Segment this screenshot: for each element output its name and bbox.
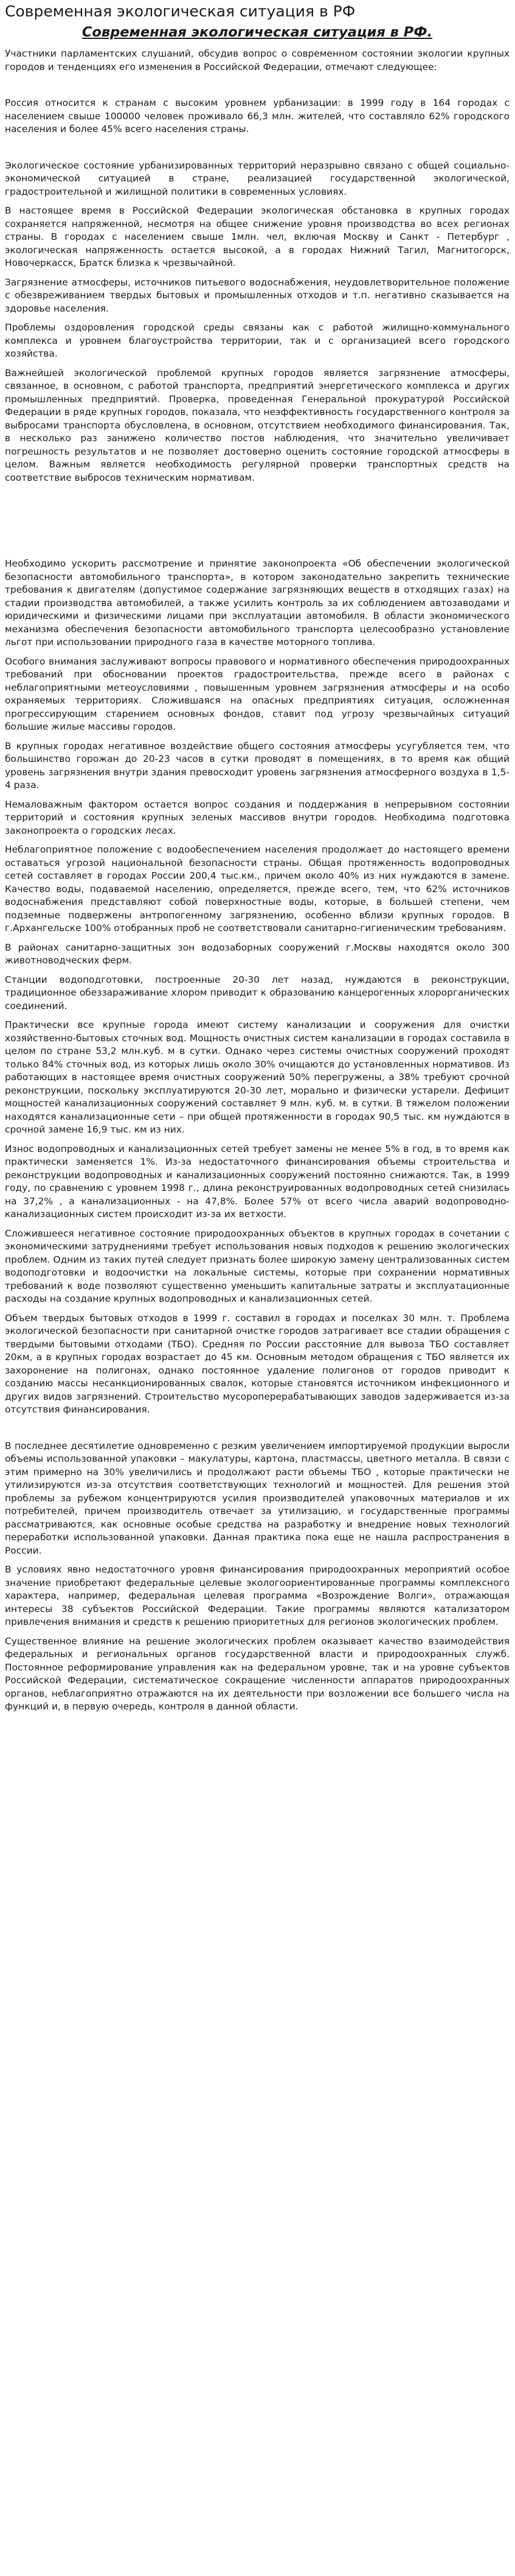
paragraph-green-areas: Немаловажным фактором остается вопрос создания и поддержания в непрерывном состоянии территорий и состояния крупных зеленых массивов внутри городов. Необходима подготовка законопроекта о городских лесах. bbox=[5, 798, 510, 836]
paragraph-urbanization: Россия относится к странам с высоким уровнем урбанизации: в 1999 году в 164 городах с населением свыше 100000 человек проживало 66,3 млн. жителей, что составляло 62% городского населения и более 45% всего населения страны. bbox=[5, 97, 510, 134]
paragraph-new-approaches: Сложившееся негативное состояние природоохранных объектов в крупных городах в сочетании с экономическими затруднениями требует использования новых подходов к решению экологических проблем. Одним из таких путей следует признать более широкую замену централизованных систем водоподготовки и водоочистки на локальные системы, которые при сохранении нормативных требований к воде позволяют существенно уменьшить капитальные затраты и эксплуатационные расходы на создание крупных водопроводных и канализационных сетей. bbox=[5, 1227, 510, 1304]
paragraph-ecology-state: Экологическое состояние урбанизированных территорий неразрывно связано с общей социально-экономической ситуацией в стране, реализацией государственной экологической, градостроительной и жилищной политики в современных условиях. bbox=[5, 159, 510, 197]
paragraph-intro: Участники парламентских слушаний, обсудив вопрос о современном состоянии экологии крупных городов и тенденциях его изменения в Российской Федерации, отмечают следующее: bbox=[5, 48, 510, 72]
paragraph-network-wear: Износ водопроводных и канализационных сетей требует замены не менее 5% в год, в то время как практически заменяется 1%. Из-за недостаточного финансирования объемы строительства и реконструкции водопроводных и канализационных сооружений постоянно снижаются. Так, в 1999 году, по сравнению с уровнем 1998 г., длина реконструированных водопроводных сетей снизилась на 37,2% , а канализационных - на 47,8%. Более 57% от всего числа аварий водопроводно-канализационных систем происходит из-за их ветхости. bbox=[5, 1143, 510, 1220]
paragraph-indoor-air: В крупных городах негативное воздействие общего состояния атмосферы усугубляется тем, что большинство горожан до 20-23 часов в сутки проводят в помещениях, в то время как общий уровень загрязнения внутри здания превосходит уровень загрязнения атмосферного воздуха в 1,5-4 раза. bbox=[5, 740, 510, 791]
paragraph-treatment-stations: Станции водоподготовки, построенные 20-30 лет назад, нуждаются в реконструкции, традиционное обеззараживание хлором приводит к образованию канцерогенных хлорорганических соединений. bbox=[5, 974, 510, 1011]
paragraph-city-environment: Проблемы оздоровления городской среды связаны как с работой жилищно-коммунального комплекса и уровнем благоустройства территории, так и с организацией всего городского хозяйства. bbox=[5, 322, 510, 359]
paragraph-air-pollution: Важнейшей экологической проблемой крупных городов является загрязнение атмосферы, связанное, в основном, с работой транспорта, предприятий энергетического комплекса и других промышленных предприятий. Проверка, проведенная Генеральной прокуратурой Российской Федерации в ряде крупных городов, показала, что неэффективность государственного контроля за выбросами транспорта обусловлена, в основном, отсутствием необходимого финансирования. Так, в несколько раз занижено количество постов наблюдения, что значительно увеличивает погрешность результатов и не позволяет достоверно оценить состояние городской атмосферы в целом. Важным является необходимость регулярной проверки транспортных средств на соответствие выбросов техническим нормативам. bbox=[5, 367, 510, 483]
paragraph-federal-programs: В условиях явно недостаточного уровня финансирования природоохранных мероприятий особое значение приобретают федеральные целевые экологоориентированные программы комплексного характера, например, федеральная целевая программа «Возрождение Волги», отражающая интересы 38 субъектов Российской Федерации. Такие программы являются катализатором привлечения внимания и средств к решению приоритетных для регионов экологических проблем. bbox=[5, 1564, 510, 1627]
paragraph-governance: Существенное влияние на решение экологических проблем оказывает качество взаимодействия федеральных и региональных органов государственной власти и природоохранных служб. Постоянное реформирование управления как на федеральном уровне, так и на уровне субъектов Российской Федерации, систематическое сокращение численности аппаратов природоохранных органов, неблагоприятно отражаются на их деятельности при возложении все большего числа на функций и, в первую очередь, контроля в данной области. bbox=[5, 1635, 510, 1712]
document-heading: Современная экологическая ситуация в РФ. bbox=[81, 24, 433, 40]
paragraph-solid-waste: Объем твердых бытовых отходов в 1999 г. составил в городах и поселках 30 млн. т. Проблема экологической безопасности при санитарной очистке городов затрагивает все стадии обращения с твердыми бытовыми отходами (ТБО). Средняя по России расстояние для вывоза ТБО составляет 20км, а в крупных городах возрастает до 45 км. Основным методом обращения с ТБО является их захоронение на полигонах, однако постоянное удаление полигонов от городов приводит к созданию массы несанкционированных свалок, которые становятся источником инфекционного и других видов загрязнений. Строительство мусороперерабатывающих заводов задерживается из-за отсутствия финансирования. bbox=[5, 1312, 510, 1415]
paragraph-water-supply: Неблагоприятное положение с водообеспечением населения продолжает до настоящего времени оставаться угрозой национальной безопасности страны. Общая протяженность водопроводных сетей составляет в городах России 200,4 тыс.км., причем около 40% из них нуждаются в замене. Качество воды, подаваемой населению, определяется, прежде всего, тем, что 62% источников водоснабжения представляют собой поверхностные воды, которые, в большей степени, чем подземные подвержены антропогенному загрязнению, особенно вблизи крупных городов. В г.Архангельске 100% отобранных проб не соответствовали санитарно-гигиеническим требованиям. bbox=[5, 844, 510, 934]
paragraph-vehicle-law: Необходимо ускорить рассмотрение и принятие законопроекта «Об обеспечении экологической безопасности автомобильного транспорта», в котором законодательно закрепить технические требования к двигателям (допустимое содержание загрязняющих веществ в отходящих газах) на стадии производства автомобилей, а также усилить контроль за их соблюдением автозаводами и юридическими и физическими лицами при эксплуатации автомобиля. В области экономического механизма обеспечения безопасности автомобильного транспорта целесообразно установление льгот при использовании природного газа в качестве моторного топлива. bbox=[5, 558, 510, 647]
paragraph-regulations: Особого внимания заслуживают вопросы правового и нормативного обеспечения природоохранных требований при обосновании проектов градостроительства, прежде всего в районах с неблагоприятными метеоусловиями , повышенным уровнем загрязнения атмосферы и на особо охраняемых территориях. Сложившаяся на опасных предприятиях ситуация, осложненная прогрессирующим старением основных фондов, ставит под угрозу чрезвычайных ситуаций большие жилые массивы городов. bbox=[5, 655, 510, 732]
paragraph-tension: В настоящее время в Российской Федерации экологическая обстановка в крупных городах сохраняется напряженной, несмотря на общее снижение уровня производства во всех регионах страны. В городах с населением свыше 1млн. чел, включая Москву и Санкт - Петербург , экологическая напряженность остается высокой, а в городах Нижний Тагил, Магнитогорск, Новочеркасск, Братск близка к чрезвычайной. bbox=[5, 205, 510, 268]
paragraph-packaging: В последнее десятилетие одновременно с резким увеличением импортируемой продукции выросли объемы использованной упаковки – макулатуры, картона, пластмассы, цветного металла. В связи с этим примерно на 30% увеличились и продолжают расти объемы ТБО , которые практически не утилизируются из-за отсутствия соответствующих технологий и мощностей. Для решения этой проблемы за рубежом концентрируются усилия производителей упаковочных материалов и их потребителей, причем производитель отвечает за утилизацию, и государственные программы рассматриваются, как основные особые средства на разработку и внедрение новых технологий переработки использованной упаковки. Данная практика пока еще не нашла распространения в России. bbox=[5, 1440, 510, 1556]
paragraph-sewerage: Практически все крупные города имеют систему канализации и сооружения для очистки хозяйственно-бытовых сточных вод. Мощность очистных систем канализации в городах составила в целом по стране 53,2 млн.куб. м в сутки. Однако через системы очистных сооружений проходят только 84% сточных вод, из которых лишь около 30% очищаются до установленных нормативов. Из работающих в настоящее время очистных сооружений 50% перегружены, а 38% требуют срочной реконструкции, поскольку эксплуатируются 20-30 лет, морально и физически устарели. Дефицит мощностей канализационных сооружений составляет 9 млн. куб. м. в сутки. В тяжелом положении находятся канализационные сети – при общей протяженности в городах 90,5 тыс. км нуждаются в срочной замене 16,9 тыс. км из них. bbox=[5, 1019, 510, 1135]
paragraph-pollution: Загрязнение атмосферы, источников питьевого водоснабжения, неудовлетворительное положение с обезвреживанием твердых бытовых и промышленных отходов и т.п. негативно сказывается на здоровье населения. bbox=[5, 276, 510, 314]
page-title: Современная экологическая ситуация в РФ bbox=[5, 2, 356, 20]
paragraph-sanitary-zones: В районах санитарно-защитных зон водозаборных сооружений г.Москвы находятся около 300 животноводческих ферм. bbox=[5, 941, 510, 966]
